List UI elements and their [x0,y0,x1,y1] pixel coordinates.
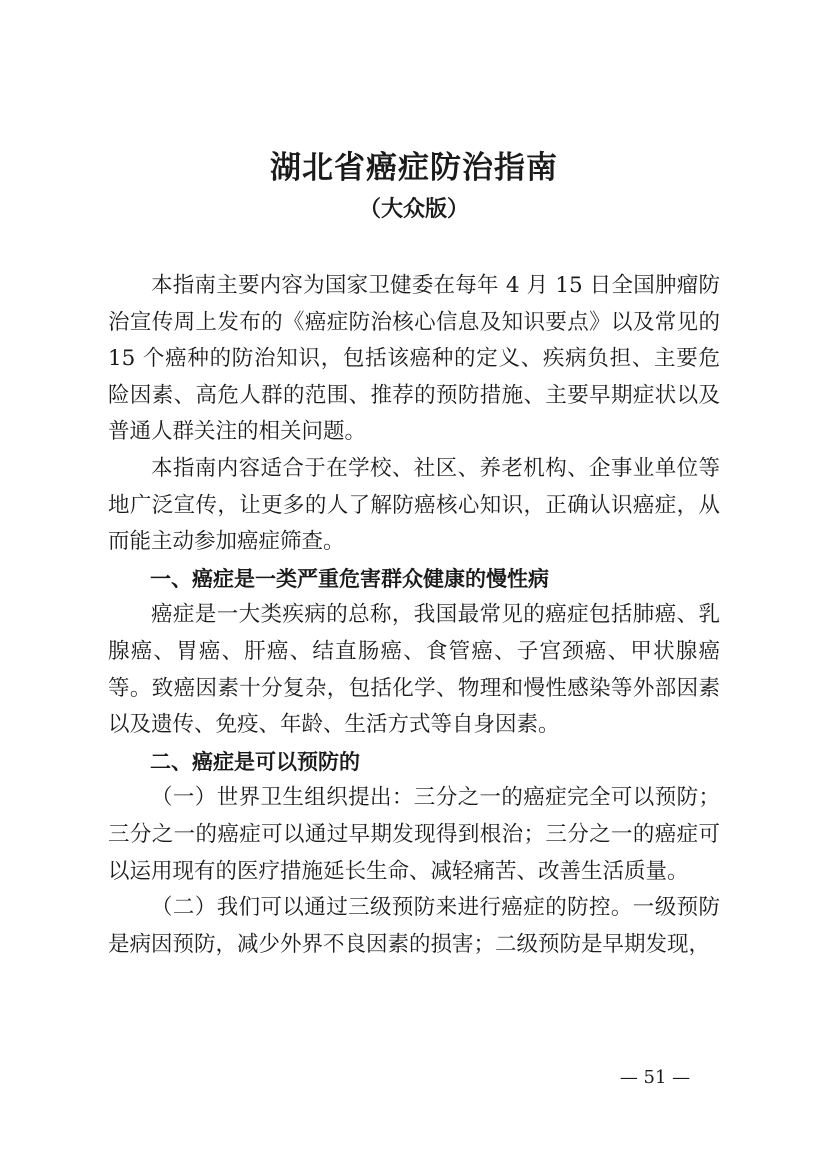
page-number: — 51 — [619,1067,691,1088]
section-1-paragraph: 癌症是一大类疾病的总称，我国最常见的癌症包括肺癌、乳腺癌、胃癌、肝癌、结直肠癌、食管癌、子宫颈癌、甲状腺癌等。致癌因素十分复杂，包括化学、物理和慢性感染等外部因素以及遗传、免疫、年龄、生活方式等自身因素。 [108,602,720,738]
intro-paragraph-1: 本指南主要内容为国家卫健委在每年 4 月 15 日全国肿瘤防治宣传周上发布的《癌症防治核心信息及知识要点》以及常见的15 个癌种的防治知识，包括该癌种的定义、疾病负担、主要危险因素、高危人群的范围、推荐的预防措施、主要早期症状以及普通人群关注的相关问题。 [108,273,720,445]
document-subtitle: （大众版） [358,196,469,222]
document-title: 湖北省癌症防治指南 [270,150,558,186]
intro-paragraph-2: 本指南内容适合于在学校、社区、养老机构、企事业单位等地广泛宣传，让更多的人了解防癌核心知识，正确认识癌症，从而能主动参加癌症筛查。 [108,455,720,555]
section-2-paragraph-1: （一）世界卫生组织提出：三分之一的癌症完全可以预防；三分之一的癌症可以通过早期发现得到根治；三分之一的癌症可以运用现有的医疗措施延长生命、减轻痛苦、改善生活质量。 [108,785,720,884]
section-2-heading: 二、癌症是可以预防的 [150,749,360,774]
document-body [108,268,720,963]
section-2-paragraph-2: （二）我们可以通过三级预防来进行癌症的防控。一级预防是病因预防，减少外界不良因素的损害；二级预防是早期发现， [108,895,720,957]
section-1-heading: 一、癌症是一类严重危害群众健康的慢性病 [150,566,549,591]
